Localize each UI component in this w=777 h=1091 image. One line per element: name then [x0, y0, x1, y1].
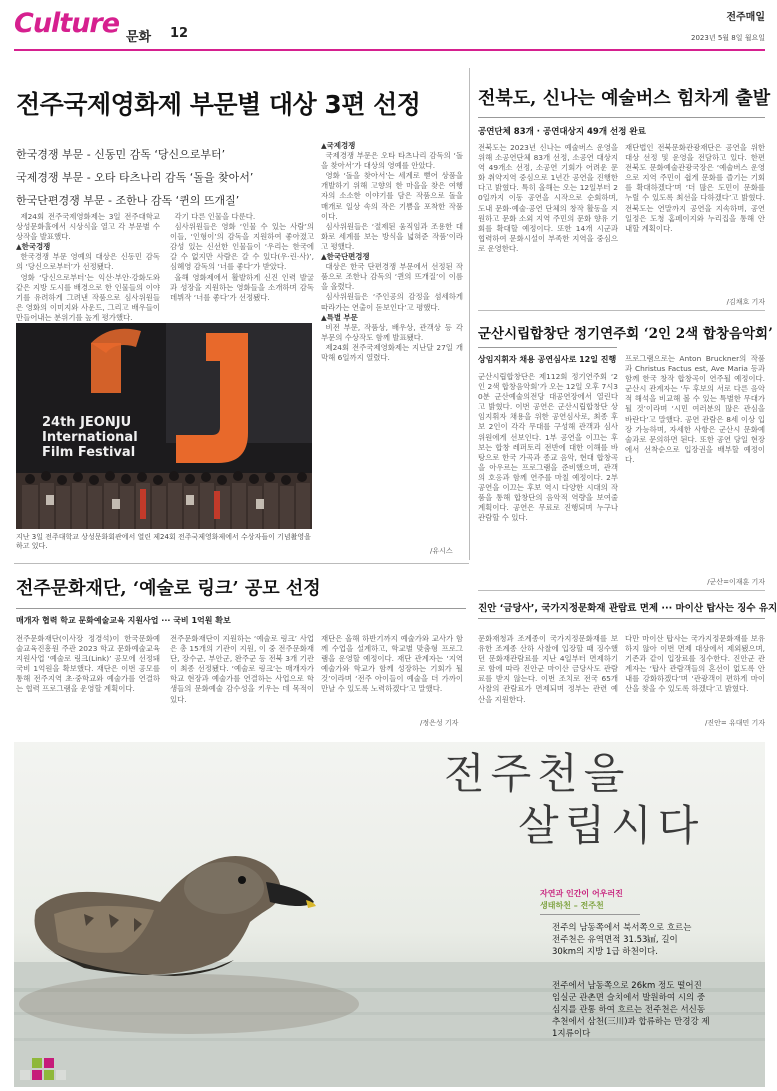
article3-col1: 군산시립합창단은 제112회 정기연주회 ‘2인 2색 합창음악회’가 오는 12일 오후 7시30분 군산예술의전당 대공연장에서 열린다고 밝혔다. 이번 공연은 군산시립합창단 상임지휘자 채용을 위한 공연심사로, 최종 후보 2인이 각각 무대를 구성해 관객과 심사위원에게 선보인다. 1부 공연을 이끄는 후보는 합창 레퍼토리 전반에 대한 이해를 바탕으로 한국 가곡과 종교 음악, 현대 합창곡을 아우르는 프로그램을 준비했으며, 관객의 호응과 함께 연주를 마칠 예정이다. 2부 공연을 이끄는 후보 역시 다양한 시대의 작품을 통해 합창단의 음악적 역량을 보여줄 계획이다. 공연은 무료로 진행되며 누구나 관람할 수 있다. — [478, 372, 618, 523]
festival-photo-caption: 지난 3일 전주대학교 상성문화회관에서 열린 제24회 전주국제영화제에서 수상자들이 기념촬영을 하고 있다. — [16, 533, 311, 550]
article2-sub-rule — [478, 117, 765, 118]
article1-col3-p10: 제24회 전주국제영화제는 지난달 27일 개막해 6일까지 열렸다. — [321, 342, 463, 362]
article4-sub: 매개자 협력 학교 문화예술교육 지원사업 ··· 국비 1억원 확보 — [16, 616, 231, 625]
article3-sub: 상임지휘자 채용 공연심사로 12일 진행 — [478, 355, 617, 364]
issue-date: 2023년 5월 8일 월요일 — [691, 34, 765, 42]
article1-col1-p1: 제24회 전주국제영화제는 3일 전주대학교 상성문화홀에서 시상식을 열고 각 부문별 수상작을 발표했다. — [16, 212, 160, 242]
article4-sub-rule — [16, 608, 466, 609]
article5-rule — [478, 618, 765, 619]
festival-title-num: 24th JEONJU — [42, 415, 132, 430]
ad-tagline-2: 생태하천 – 전주천 — [540, 901, 604, 910]
article1-sub-3: 한국단편경쟁 부문 - 조한나 감독 ‘퀸의 뜨개질’ — [16, 194, 240, 207]
article3-col2: 프로그램으로는 Anton Bruckner의 작품과 Christus Factus est, Ave Maria 등과 함께 한국 창작 합창곡이 연주될 예정이다. 군산시 관계자는 ‘두 후보의 서로 다른 음악적 해석을 비교해 볼 수 있는 특별한 무대가 될 것’이라며 ‘시민 여러분의 많은 관심을 바란다’고 말했다. 공연 관람은 8세 이상 입장 가능하며, 자세한 사항은 군산시 문화예술과로 문의하면 된다. 또한 공연 당일 현장에서 선착순으로 입장권을 배부할 예정이다. — [625, 354, 765, 464]
article1-col1 — [16, 212, 160, 322]
article1-col3 — [321, 141, 463, 555]
masthead-rule — [14, 49, 765, 51]
festival-title-2: Film Festival — [42, 445, 136, 460]
article4-col3: 재단은 올해 하반기까지 예술가와 교사가 함께 수업을 설계하고, 학교별 맞춤형 프로그램을 운영할 예정이다. 재단 관계자는 ‘지역 예술가와 학교가 함께 성장하는 기회가 될 것’이라며 ‘전주 아이들이 예술을 더 가까이 만날 수 있도록 노력하겠다’고 말했다. — [321, 634, 463, 694]
article4-col2: 전주문화재단이 지원하는 ‘예술로 링크’ 사업은 총 15개의 기관이 지원, 이 중 전주문화재단, 장수군, 부안군, 완주군 등 전북 3개 기관이 최종 선정됐다. ‘예술로 링크’는 매개자가 학교 현장과 예술가를 연결하는 사업으로 학생들의 문화예술 감수성을 키우는 데 목적이 있다. — [170, 634, 314, 704]
article1-subheads — [16, 143, 316, 212]
article5-col1: 문화재청과 조계종이 국가지정문화재를 보유한 조계종 산하 사찰에 입장할 때 징수했던 문화재관람료를 지난 4일부터 면제하기로 함에 따라 진안군 마이산 금당사도 관람료를 받지 않는다. 이번 조치로 전국 65개 사찰의 관람료가 면제되며 정부는 관련 예산을 지원한다. — [478, 634, 618, 704]
article2-credit: /김채호 기자 — [726, 298, 765, 306]
article3-headline: 군산시립합창단 정기연주회 ‘2인 2색 합창음악회’ — [478, 326, 773, 342]
article2-sub: 공연단체 83개 · 공연대상지 49개 선정 완료 — [478, 127, 646, 137]
ad-title-line2: 살립시다 — [518, 801, 705, 850]
ad-body-1: 전주의 남동쪽에서 북서쪽으로 흐르는 전주천은 유역면적 31.53㎢, 길이 30km의 지방 1급 하천이다. — [552, 923, 692, 957]
article1-sub-1: 한국경쟁 부문 - 신동민 감독 ‘당신으로부터’ — [16, 148, 226, 161]
article1-col3-p3: 영화 ‘돌을 찾아서’는 세계로 뻗어 상품을 개발하기 위해 고향의 한 마을을 찾은 여행자의 소소한 이야기를 담은 작품으로 돌을 매개로 일상 속의 작은 기쁨을 포착한 작품이다. — [321, 171, 463, 221]
section-title-ko: 문화 — [126, 30, 152, 45]
section-title-en: Culture — [14, 8, 120, 39]
page-number: 12 — [170, 26, 189, 41]
article1-col2 — [170, 212, 314, 322]
article1-col2-p2: 심사위원들은 영화 ‘인물 수 있는 사람’의 이들, ‘인형이’의 감독을 지원하여 좋아졌고 감성 있는 신선한 인물들이 ‘우리는 한국에 갈 수 없지만 사람은 갈 수 있다(우·린·사)’, 심혜영 감독의 ‘너를 좋다’가 받았다. — [170, 222, 314, 272]
article5-headline: 진안 ‘금당사’, 국가지정문화재 관람료 면제 ··· 마이산 탑사는 징수 유지 — [478, 603, 777, 614]
ad-tagline: 자연과 인간이 어우러진 — [540, 889, 623, 898]
masthead — [0, 0, 777, 56]
ad-tagline-rule — [540, 914, 640, 915]
ad-title-line1: 전주천을 — [444, 749, 631, 798]
ad-title — [444, 748, 744, 852]
divider-vertical-1 — [469, 68, 470, 560]
article2-col1: 전북도는 2023년 신나는 예술버스 운영을 위해 소공연단체 83개 선정, 소공연 대상지역 49개소 선정, 소공연 기회가 어려운 문화 취약지역 중심으로 1년간 공연을 진행한다고 밝혔다. 특히 올해는 오는 12일부터 20일까지 이동 공연을 시작으로 순회하며, 도내 문화·예술·공연 단체의 창작 활동을 지원하고 문화 소외 지역 주민의 문화 향유 기회를 확대할 예정이다. 또한 14개 시군과 협력하여 문화시설이 부족한 지역을 중심으로 운영한다. — [478, 143, 618, 253]
article1-sub-2: 국제경쟁 부문 - 오타 타츠나리 감독 ‘돌을 찾아서’ — [16, 171, 254, 184]
article1-col1-p2: ▲한국경쟁 — [16, 242, 51, 252]
article1-col3-p6: 대상은 한국 단편경쟁 부문에서 선정된 작품으로 조한나 감독의 ‘퀸의 뜨개질’이 이름을 올렸다. — [321, 262, 463, 292]
article2-col2: 재단법인 전북문화관광재단은 공연을 위한 대상 선정 및 운영을 전담하고 있다. 한편 전북도 문화예술관광국장은 ‘예술버스 운영으로 지역 주민이 쉽게 문화를 즐기는 기회를 확대하겠다’며 ‘더 많은 도민이 문화를 누릴 수 있도록 최선을 다하겠다’고 밝혔다. 전북도는 연말까지 공연을 지속하며, 공연 일정은 도청 홈페이지와 누리집을 통해 안내할 계획이다. — [625, 143, 765, 233]
ad-body-2: 전주에서 남동쪽으로 26km 정도 떨어진 임실군 관촌면 슬치에서 발원하여 시의 중심지를 관통 하여 흐르는 전주천은 서신동 추천에서 삼천(三川)과 합류하는 만경강 제1지류이다 — [552, 981, 710, 1039]
article1-col2-p1: 각기 다른 인물을 다룬다. — [174, 212, 256, 221]
article4-headline: 전주문화재단, ‘예술로 링크’ 공모 선정 — [16, 578, 321, 599]
article3-credit: /군산=이재훈 기자 — [707, 578, 765, 586]
article4-credit: /정은성 기자 — [420, 719, 459, 727]
festival-photo — [16, 323, 312, 529]
article1-col3-p8: ▲특별 부문 — [321, 312, 358, 322]
article5-col2: 다만 마이산 탑사는 국가지정문화재를 보유하지 않아 이번 면제 대상에서 제외됐으며, 기존과 같이 입장료를 징수한다. 진안군 관계자는 ‘탑사 관람객들의 혼선이 없도록 안내를 강화하겠다’며 ‘관광객이 편하게 마이산을 찾을 수 있도록 하겠다’고 밝혔다. — [625, 634, 765, 694]
article2-headline: 전북도, 신나는 예술버스 힘차게 출발 — [478, 88, 771, 109]
article1-col3-p5: ▲한국단편경쟁 — [321, 252, 370, 262]
ad-banner — [14, 742, 765, 1087]
article1-col2-p3: 올해 영화제에서 활발하게 신진 인력 발굴과 성장을 지원하는 영화들을 소개하며 감독 데뷔작 ‘너를 좋다’가 선정됐다. — [170, 272, 314, 302]
article1-col1-p4: 영화 ‘당신으로부터’는 익산·부안·강화도와 같은 지방 도시를 배경으로 한 인물들의 이야기를 유려하게 그려낸 작품으로 심사위원들은 영화의 이미지와 사운드, 그리고 배우들이 만들어내는 분위기를 높게 평가했다. — [16, 272, 160, 322]
article1-col3-p4: 심사위원들은 ‘절제된 움직임과 조용한 대화로 세계를 보는 방식을 넓혀준 작품’이라고 평했다. — [321, 221, 463, 251]
festival-title-1: International — [42, 430, 138, 445]
article1-col3-p2: 국제경쟁 부문은 오타 타츠나리 감독의 ‘돌을 찾아서’가 대상의 영예를 안았다. — [321, 151, 463, 171]
divider-2 — [478, 310, 765, 311]
article1-col3-p1: ▲국제경쟁 — [321, 141, 356, 150]
article1-headline: 전주국제영화제 부문별 대상 3편 선정 — [16, 90, 421, 119]
divider-3 — [14, 563, 469, 564]
divider-4 — [478, 590, 765, 591]
article1-col3-p9: 비전 부문, 작품상, 배우상, 관객상 등 각 부문의 수상작도 함께 발표됐다. — [321, 322, 463, 342]
article1-col1-p3: 한국경쟁 부문 영예의 대상은 신동민 감독의 ‘당신으로부터’가 선정됐다. — [16, 252, 160, 272]
paper-name: 전주매일 — [726, 12, 765, 23]
article1-credit: /유시스 — [430, 547, 453, 555]
article1-col3-p7: 심사위원들은 ‘주인공의 감정을 섬세하게 따라가는 연출이 돋보인다’고 평했다. — [321, 292, 463, 312]
article5-credit: /진안= 유대민 기자 — [704, 719, 765, 727]
article4-col1: 전주문화재단(이사장 정경석)이 한국문화예술교육진흥원 주관 2023 학교 문화예술교육 지원사업 ‘예술로 링크(Link)’ 공모에 선정돼 국비 1억원을 확보했다. 재단은 이번 공모를 통해 전주지역 초·중학교와 예술가를 연결하는 협력 프로그램을 운영할 계획이다. — [16, 634, 160, 694]
article3-sub-rule — [478, 347, 617, 348]
